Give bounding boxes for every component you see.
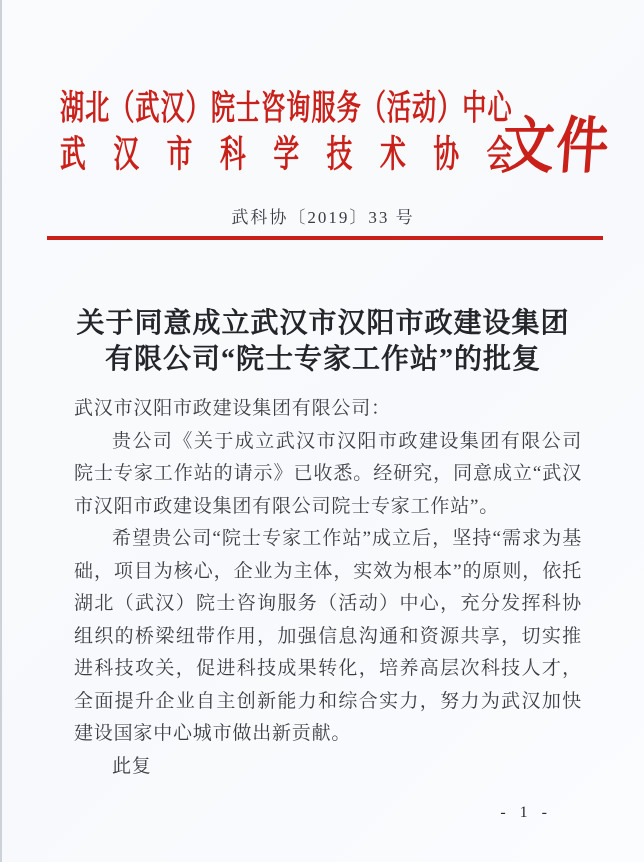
red-separator-rule — [47, 236, 603, 240]
document-title-line-1: 关于同意成立武汉市汉阳市政建设集团 — [76, 308, 570, 339]
org-name-line-1: 湖北（武汉）院士咨询服务（活动）中心 — [60, 88, 513, 128]
closing-line: 此复 — [112, 755, 152, 777]
letterhead-org-names — [60, 86, 512, 180]
page-number: - 1 - — [500, 804, 552, 821]
document-body — [74, 393, 582, 783]
body-paragraph-1: 贵公司《关于成立武汉市汉阳市政建设集团有限公司院士专家工作站的请示》已收悉。经研究，同意成立“武汉市汉阳市政建设集团有限公司院士专家工作站”。 — [74, 430, 582, 517]
document-title-line-2: 有限公司“院士专家工作站”的批复 — [104, 344, 541, 375]
document-title — [2, 306, 644, 378]
body-paragraph-2: 希望贵公司“院士专家工作站”成立后，坚持“需求为基础，项目为核心，企业为主体，实效为根本”的原则，依托湖北（武汉）院士咨询服务（活动）中心，充分发挥科协组织的桥梁纽带作用，加强信息沟通和资源共享，切实推进科技攻关，促进科技成果转化，培养高层次科技人才，全面提升企业自主创新能力和综合实力，努力为武汉加快建设国家中心城市做出新贡献。 — [74, 528, 582, 744]
document-type-label: 文件 — [499, 113, 613, 181]
document-reference-number: 武科协〔2019〕33 号 — [231, 208, 415, 227]
salutation-line: 武汉市汉阳市政建设集团有限公司： — [74, 398, 391, 419]
org-name-line-2: 武汉市科学技术协会 — [60, 135, 513, 176]
